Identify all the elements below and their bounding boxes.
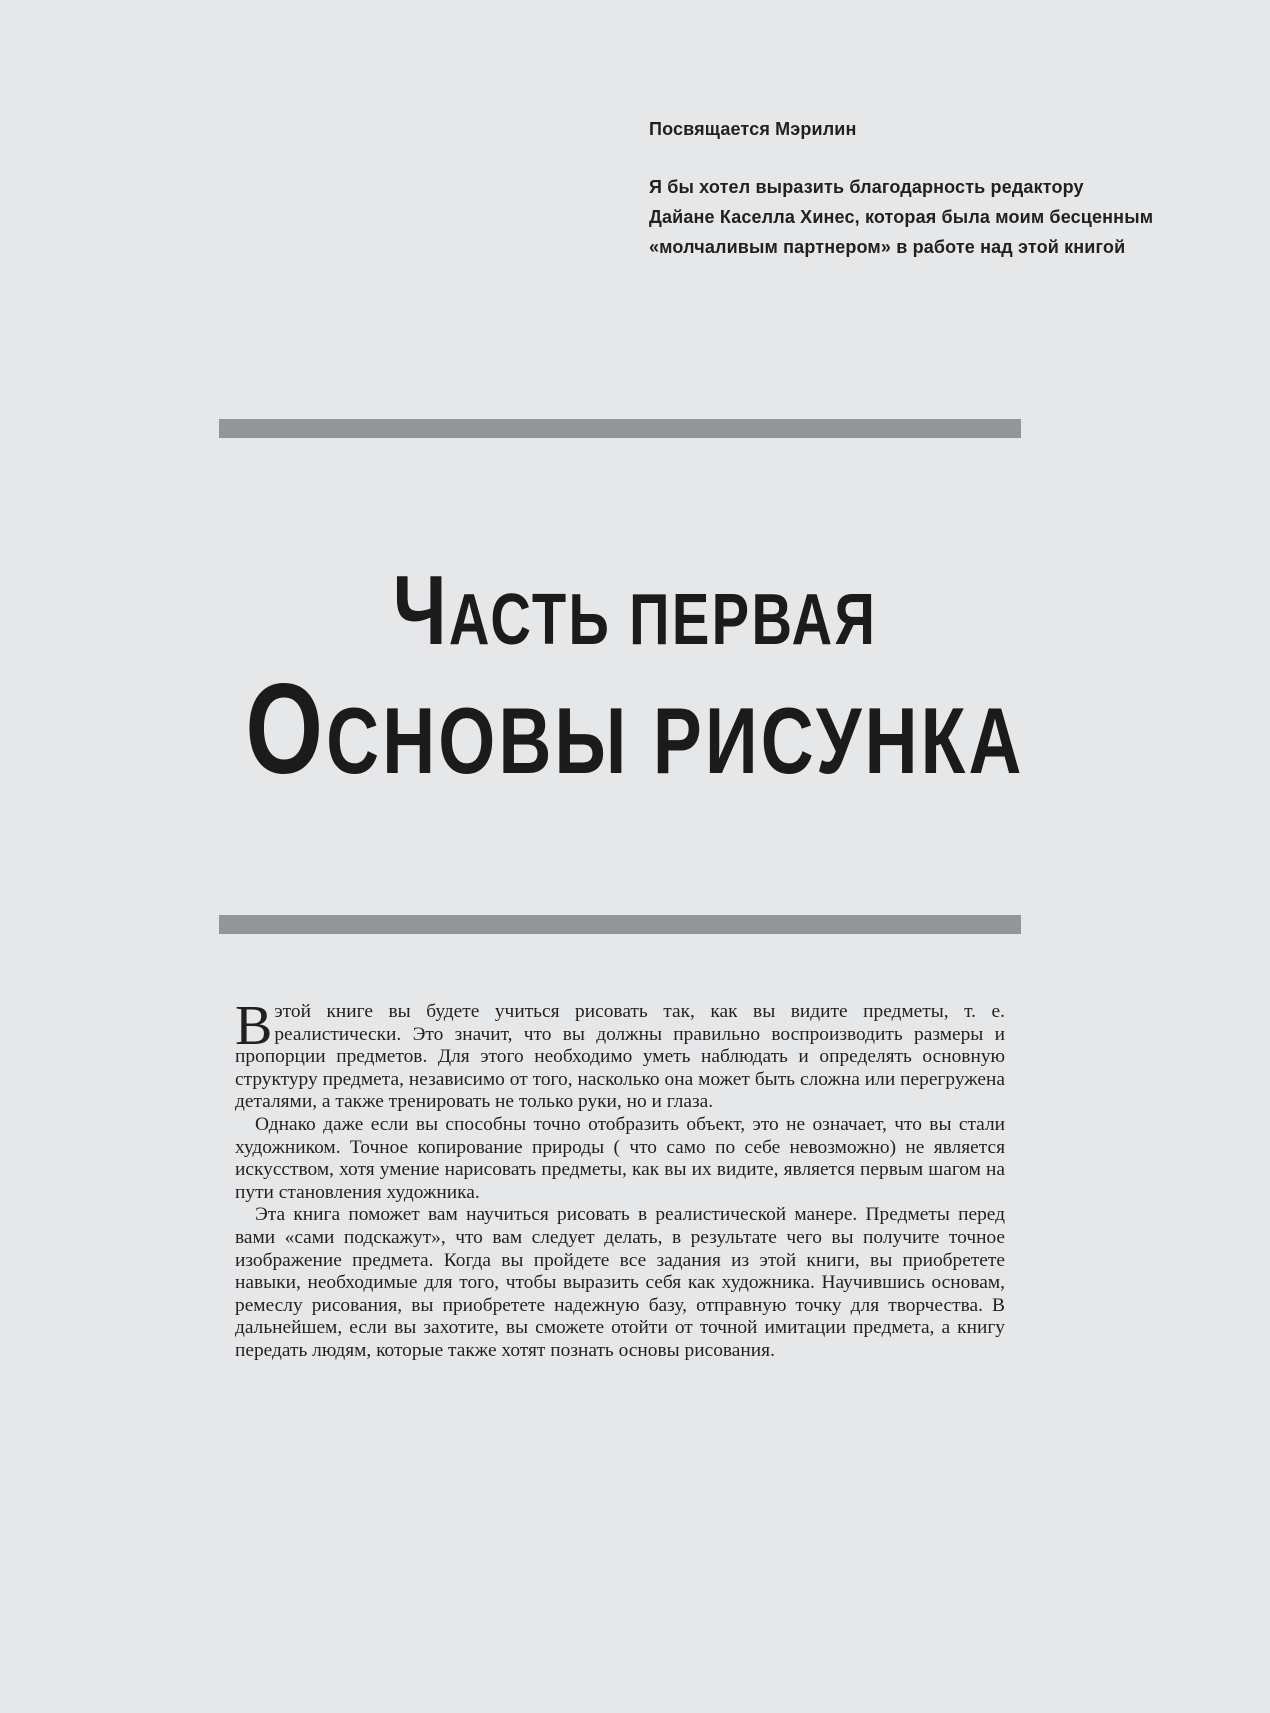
acknowledgement-line: Я бы хотел выразить благодарность редактору bbox=[649, 177, 1084, 197]
part-name-text: СНОВЫ РИСУНКА bbox=[326, 688, 1025, 793]
part-label-text: АСТЬ ПЕРВАЯ bbox=[448, 580, 878, 660]
top-divider-bar bbox=[219, 419, 1021, 438]
dedication-line: Посвящается Мэрилин bbox=[649, 119, 857, 139]
intro-paragraph-1-text: этой книге вы будете учиться рисовать так, как вы видите предметы, т. е. реалистически. Это значит, что вы должны правильно воспроизводить размеры и пропорции предметов. Для этого необходимо уметь наблюдать и определять основную структуру предмета, независимо от того, насколько она может быть сложна или перегружена деталями, а также тренировать не только руки, но и глаза. bbox=[235, 1001, 1005, 1113]
intro-paragraph-1 bbox=[235, 995, 1005, 1114]
acknowledgement-line: «молчаливым партнером» в работе над этой книгой bbox=[649, 237, 1126, 257]
intro-paragraph-2: Однако даже если вы способны точно отобразить объект, это не означает, что вы стали художником. Точное копирование природы ( что само по себе невозможно) не является искусством, хотя умение нарисовать предметы, как вы их видите, является первым шагом на пути становления художника. bbox=[235, 1113, 1005, 1203]
part-name-initial: О bbox=[245, 658, 327, 801]
part-label-initial: Ч bbox=[392, 555, 449, 665]
drop-cap: В bbox=[235, 995, 273, 1057]
intro-paragraph-3: Эта книга поможет вам научиться рисовать в реалистической манере. Предметы перед вами «сами подскажут», что вам следует делать, в результате чего вы получите точное изображение предмета. Когда вы пройдете все задания из этой книги, вы приобретете навыки, необходимые для того, чтобы выразить себя как художника. Научившись основам, ремеслу рисования, вы приобретете надежную базу, отправную точку для творчества. В дальнейшем, если вы захотите, вы сможете отойти от точной имитации предмета, а книгу передать людям, которые также хотят познать основы рисования. bbox=[235, 1204, 1005, 1361]
bottom-divider-bar bbox=[219, 915, 1021, 934]
intro-text bbox=[235, 995, 1005, 1363]
part-name-heading bbox=[140, 658, 1131, 801]
acknowledgement-line: Дайане Каселла Хинес, которая была моим бесценным bbox=[649, 207, 1154, 227]
part-label-heading bbox=[140, 555, 1131, 665]
dedication-block bbox=[649, 114, 1209, 262]
